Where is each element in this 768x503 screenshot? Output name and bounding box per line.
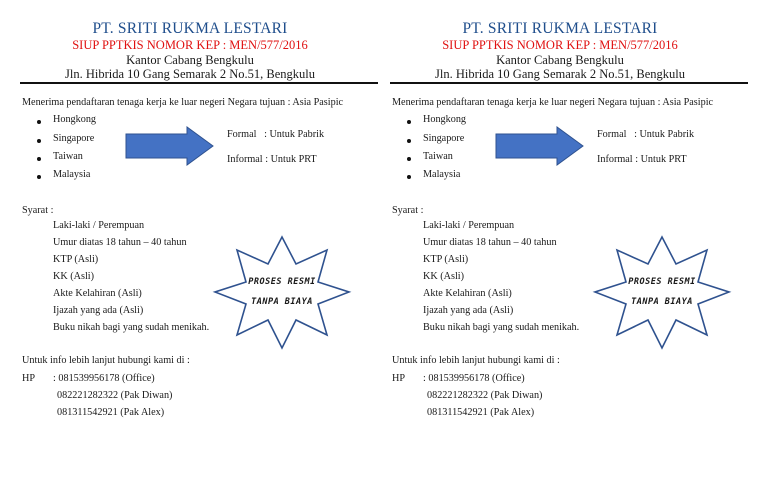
header-divider <box>20 82 378 84</box>
requirement-item: Akte Kelahiran (Asli) <box>53 288 142 299</box>
phone-office: : 081539956178 (Office) <box>423 373 525 384</box>
star-badge <box>212 232 352 352</box>
bullet-icon <box>407 157 411 161</box>
license-number: SIUP PPTKIS NOMOR KEP : MEN/577/2016 <box>72 38 308 52</box>
requirements-title: Syarat : <box>22 205 54 216</box>
contact-intro: Untuk info lebih lanjut hubungi kami di : <box>392 355 560 366</box>
phone-diwan: 082221282322 (Pak Diwan) <box>427 390 543 401</box>
informal-label: Informal : Untuk PRT <box>597 154 687 165</box>
country-item: Hongkong <box>423 114 467 125</box>
right-arrow-icon <box>125 126 215 166</box>
header-divider <box>390 82 748 84</box>
branch-office: Kantor Cabang Bengkulu <box>126 53 254 67</box>
star-text-line1: PROSES RESMI <box>248 277 316 287</box>
requirement-item: Umur diatas 18 tahun – 40 tahun <box>423 237 557 248</box>
country-item: Singapore <box>53 133 95 144</box>
phone-alex: 081311542921 (Pak Alex) <box>427 407 535 418</box>
branch-office: Kantor Cabang Bengkulu <box>496 53 624 67</box>
address: Jln. Hibrida 10 Gang Semarak 2 No.51, Bengkulu <box>65 67 315 81</box>
address: Jln. Hibrida 10 Gang Semarak 2 No.51, Bengkulu <box>435 67 685 81</box>
bullet-icon <box>37 175 41 179</box>
country-item: Taiwan <box>53 151 83 162</box>
star-badge <box>592 232 732 352</box>
phone-diwan: 082221282322 (Pak Diwan) <box>57 390 173 401</box>
country-item: Singapore <box>423 133 465 144</box>
license-number: SIUP PPTKIS NOMOR KEP : MEN/577/2016 <box>442 38 678 52</box>
country-item: Malaysia <box>53 169 91 180</box>
requirement-item: Umur diatas 18 tahun – 40 tahun <box>53 237 187 248</box>
contact-intro: Untuk info lebih lanjut hubungi kami di : <box>22 355 190 366</box>
intro-text: Menerima pendaftaran tenaga kerja ke luar negeri Negara tujuan : Asia Pasipic <box>22 97 344 108</box>
country-item: Malaysia <box>423 169 461 180</box>
flyer-left <box>0 0 380 503</box>
bullet-icon <box>37 139 41 143</box>
requirement-item: KTP (Asli) <box>53 254 99 265</box>
hp-label: HP <box>22 373 36 384</box>
requirement-item: Ijazah yang ada (Asli) <box>423 305 514 316</box>
intro-text: Menerima pendaftaran tenaga kerja ke luar negeri Negara tujuan : Asia Pasipic <box>392 97 714 108</box>
company-name: PT. SRITI RUKMA LESTARI <box>92 20 288 37</box>
requirement-item: KTP (Asli) <box>423 254 469 265</box>
right-arrow-icon <box>495 126 585 166</box>
requirement-item: Akte Kelahiran (Asli) <box>423 288 512 299</box>
requirement-item: Buku nikah bagi yang sudah menikah. <box>423 322 580 333</box>
requirement-item: Laki-laki / Perempuan <box>53 220 145 231</box>
hp-label: HP <box>392 373 406 384</box>
phone-alex: 081311542921 (Pak Alex) <box>57 407 165 418</box>
formal-label: Formal : Untuk Pabrik <box>597 129 695 140</box>
requirements-title: Syarat : <box>392 205 424 216</box>
bullet-icon <box>407 139 411 143</box>
requirement-item: Laki-laki / Perempuan <box>423 220 515 231</box>
country-item: Hongkong <box>53 114 97 125</box>
requirement-item: Ijazah yang ada (Asli) <box>53 305 144 316</box>
bullet-icon <box>37 120 41 124</box>
star-text-line2: TANPA BIAYA <box>631 297 693 307</box>
star-text-line2: TANPA BIAYA <box>251 297 313 307</box>
bullet-icon <box>407 120 411 124</box>
country-item: Taiwan <box>423 151 453 162</box>
requirement-item: KK (Asli) <box>53 271 95 282</box>
flyer-right <box>370 0 750 503</box>
requirement-item: KK (Asli) <box>423 271 465 282</box>
phone-office: : 081539956178 (Office) <box>53 373 155 384</box>
formal-label: Formal : Untuk Pabrik <box>227 129 325 140</box>
informal-label: Informal : Untuk PRT <box>227 154 317 165</box>
bullet-icon <box>407 175 411 179</box>
bullet-icon <box>37 157 41 161</box>
company-name: PT. SRITI RUKMA LESTARI <box>462 20 658 37</box>
star-text-line1: PROSES RESMI <box>628 277 696 287</box>
requirement-item: Buku nikah bagi yang sudah menikah. <box>53 322 210 333</box>
